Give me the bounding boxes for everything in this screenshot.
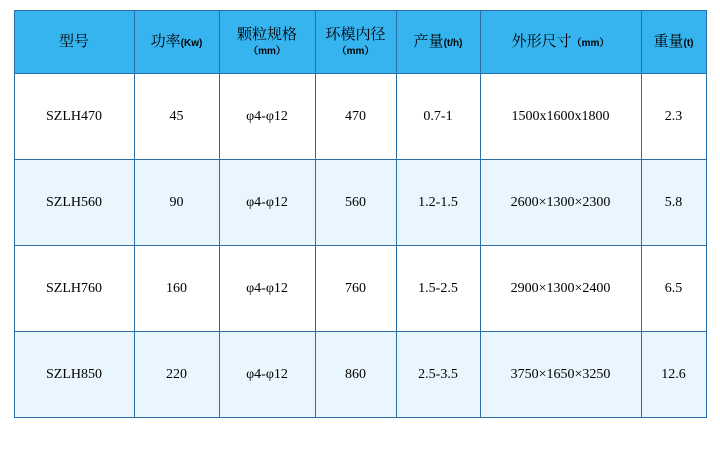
column-header-power [134, 11, 219, 74]
column-header-granule [219, 11, 315, 74]
cell-granule: φ4-φ12 [219, 160, 315, 246]
column-header-dimensions [480, 11, 641, 74]
cell-weight: 2.3 [641, 74, 706, 160]
cell-die-diameter: 470 [315, 74, 396, 160]
column-header-weight [641, 11, 706, 74]
column-header-dimensions-unit: （mm） [571, 37, 610, 49]
column-header-model [14, 11, 134, 74]
cell-model: SZLH470 [14, 74, 134, 160]
column-header-die-diameter-unit: （mm） [336, 45, 375, 57]
specification-table [14, 10, 707, 418]
cell-dimensions: 3750×1650×3250 [480, 332, 641, 418]
column-header-power-unit: (Kw) [180, 37, 203, 49]
column-header-die-diameter [315, 11, 396, 74]
table-row [14, 160, 706, 246]
cell-power: 90 [134, 160, 219, 246]
cell-power: 160 [134, 246, 219, 332]
cell-capacity: 2.5-3.5 [396, 332, 480, 418]
cell-capacity: 1.5-2.5 [396, 246, 480, 332]
table-row [14, 246, 706, 332]
cell-die-diameter: 560 [315, 160, 396, 246]
column-header-capacity [396, 11, 480, 74]
cell-weight: 6.5 [641, 246, 706, 332]
table-header [14, 11, 706, 74]
cell-power: 220 [134, 332, 219, 418]
column-header-model-label: 型号 [58, 32, 89, 50]
column-header-power-label: 功率 [150, 32, 181, 50]
cell-model: SZLH560 [14, 160, 134, 246]
table-header-row [14, 11, 706, 74]
cell-weight: 12.6 [641, 332, 706, 418]
column-header-weight-label: 重量 [653, 32, 684, 50]
cell-granule: φ4-φ12 [219, 74, 315, 160]
cell-weight: 5.8 [641, 160, 706, 246]
table-row [14, 332, 706, 418]
column-header-capacity-label: 产量 [413, 32, 444, 50]
cell-dimensions: 1500x1600x1800 [480, 74, 641, 160]
column-header-granule-label: 颗粒规格 [236, 25, 297, 43]
cell-power: 45 [134, 74, 219, 160]
cell-dimensions: 2600×1300×2300 [480, 160, 641, 246]
cell-capacity: 1.2-1.5 [396, 160, 480, 246]
table-row [14, 74, 706, 160]
cell-capacity: 0.7-1 [396, 74, 480, 160]
cell-model: SZLH850 [14, 332, 134, 418]
column-header-weight-unit: (t) [683, 37, 694, 49]
cell-granule: φ4-φ12 [219, 246, 315, 332]
column-header-die-diameter-label: 环模内径 [325, 25, 386, 43]
cell-die-diameter: 760 [315, 246, 396, 332]
table-body [14, 74, 706, 418]
cell-granule: φ4-φ12 [219, 332, 315, 418]
column-header-granule-unit: （mm） [248, 45, 286, 57]
column-header-capacity-unit: (t/h) [443, 37, 463, 49]
cell-model: SZLH760 [14, 246, 134, 332]
cell-die-diameter: 860 [315, 332, 396, 418]
column-header-dimensions-label: 外形尺寸 [511, 32, 572, 50]
cell-dimensions: 2900×1300×2400 [480, 246, 641, 332]
